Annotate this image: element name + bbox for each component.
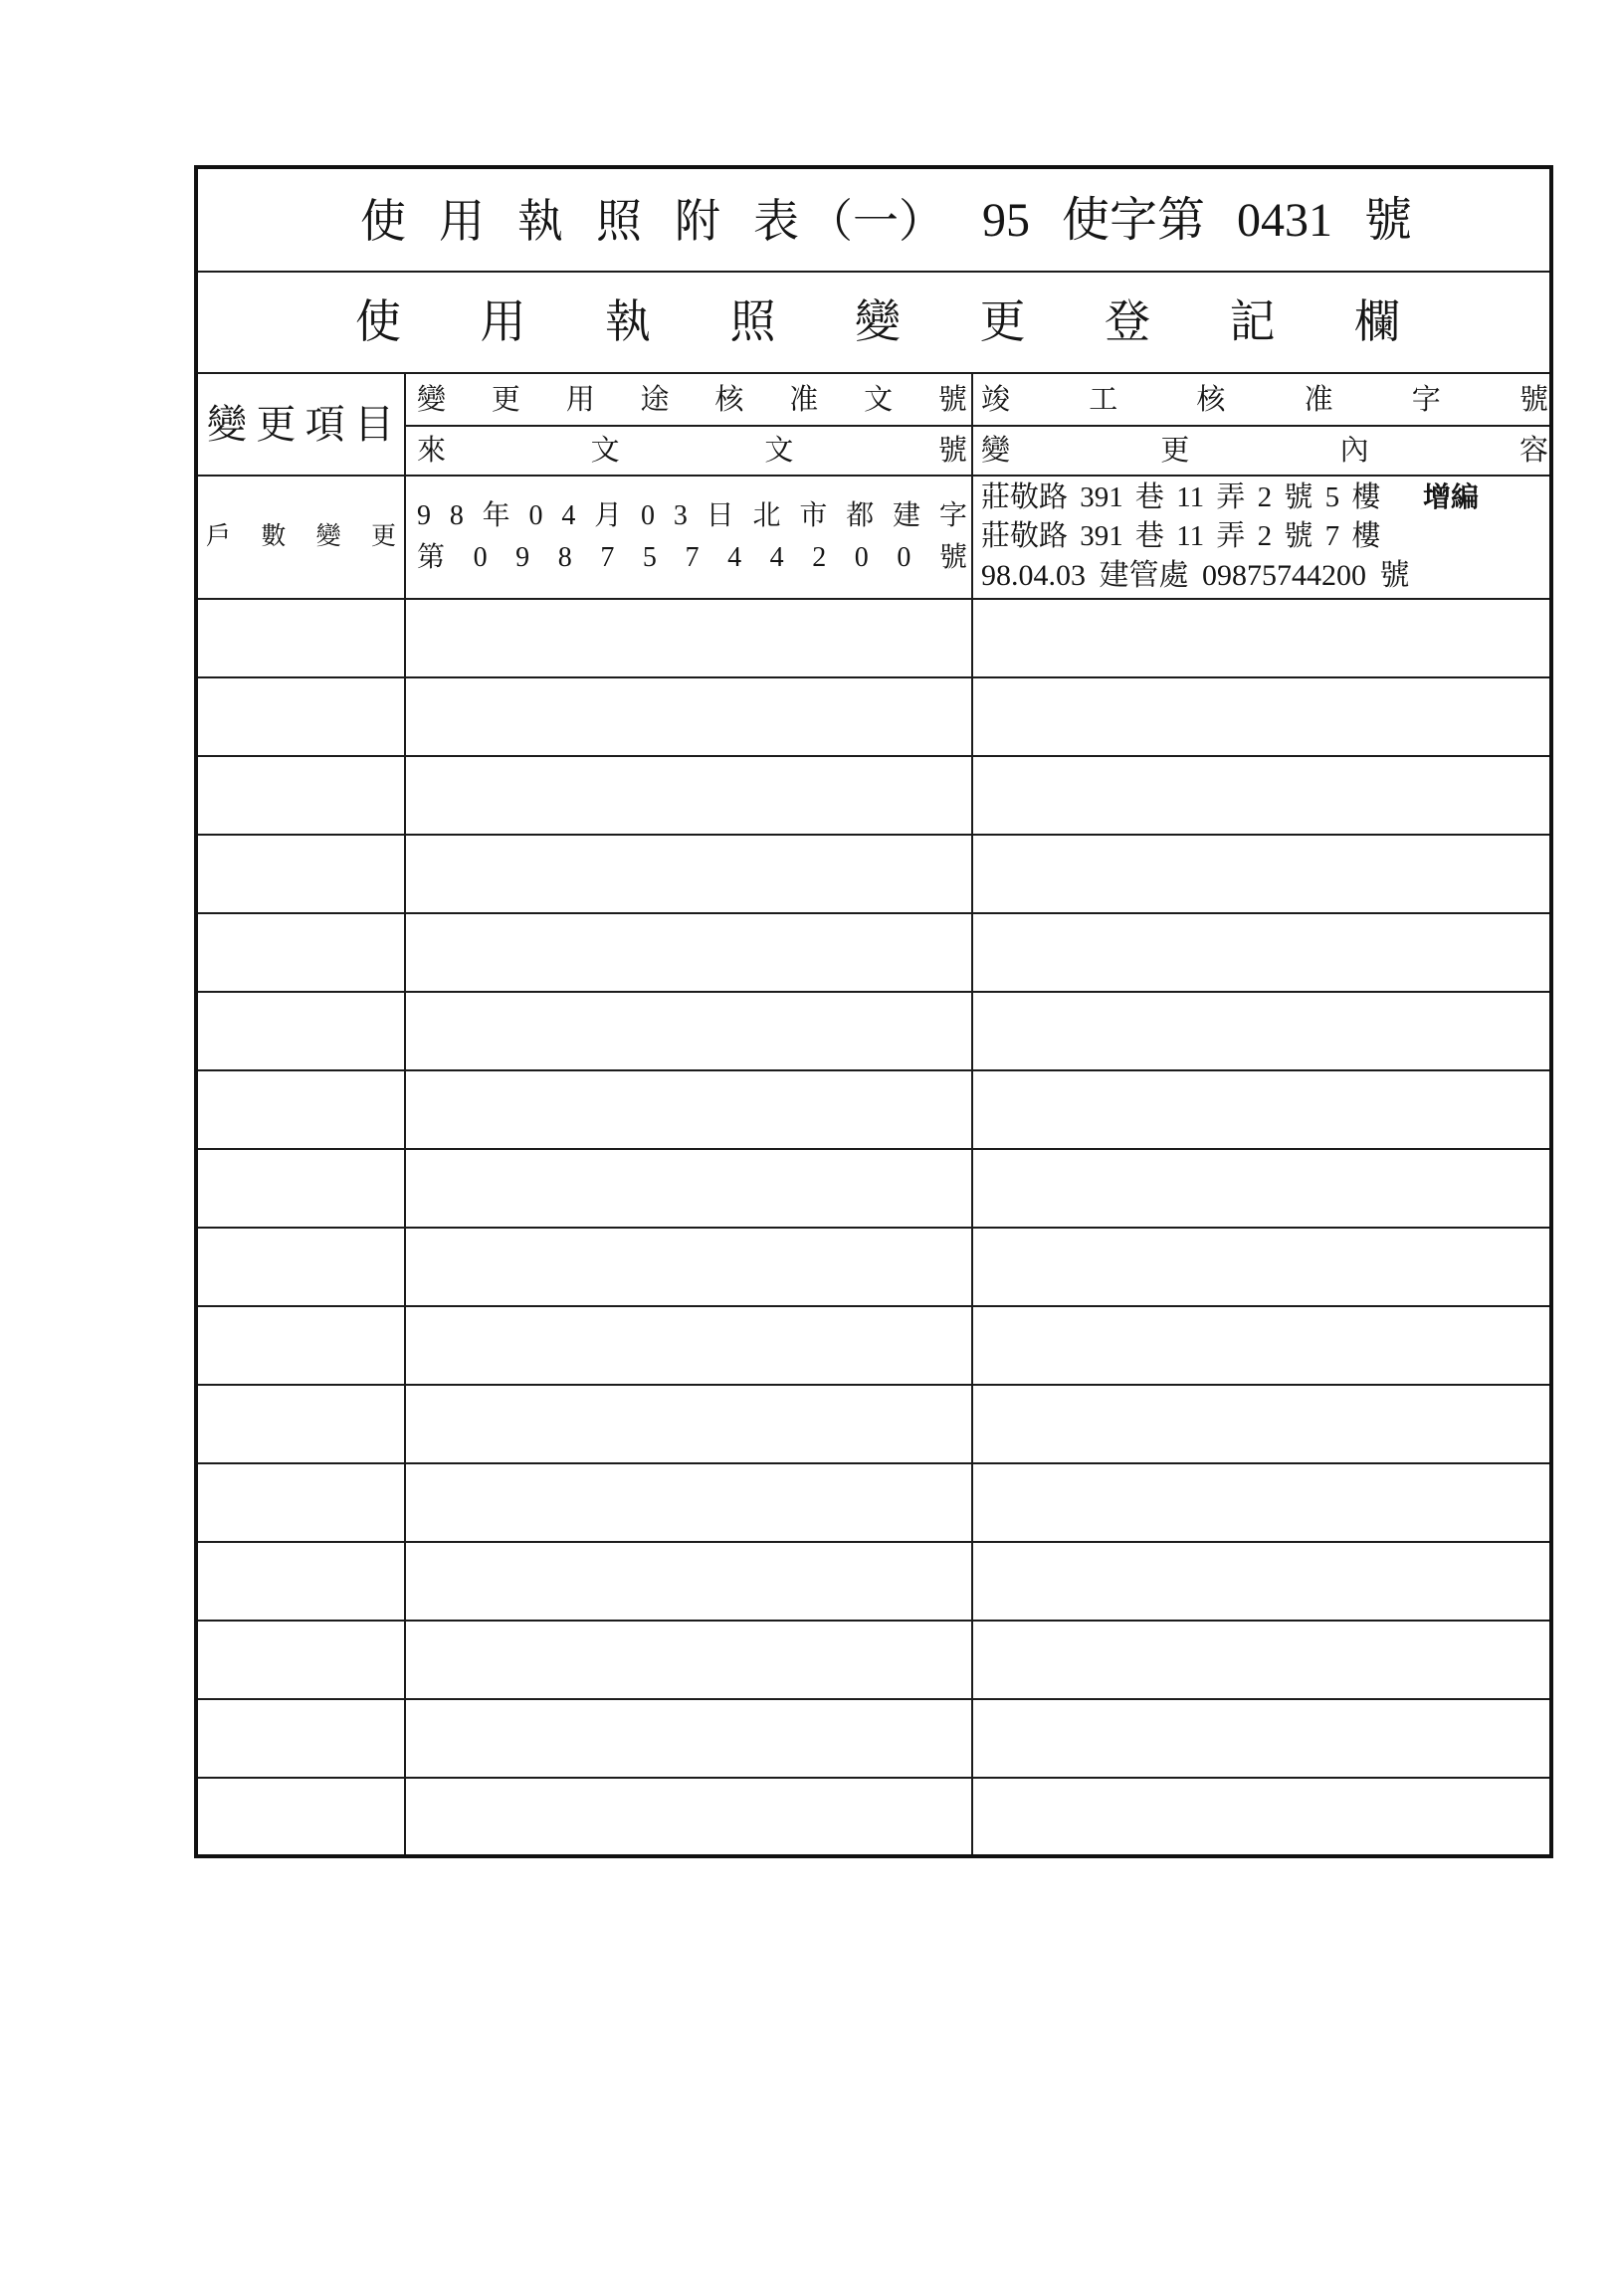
permit-change-register-table: [194, 165, 1553, 1858]
glyph: 變: [981, 435, 1011, 467]
blank-row: [196, 756, 1551, 835]
title-row: [196, 167, 1551, 272]
glyph: 日: [706, 500, 734, 531]
header-approval-no: [406, 382, 971, 418]
glyph: 工: [1089, 383, 1118, 416]
title-volume: （一）: [807, 195, 944, 247]
row-doc-line-2: [406, 537, 971, 579]
blank-row: [196, 1070, 1551, 1149]
glyph: 竣: [981, 383, 1011, 416]
header-item-cell: [196, 373, 405, 476]
blank-cell-content: [972, 599, 1551, 677]
glyph: 變: [855, 296, 901, 347]
glyph: 4: [727, 542, 742, 573]
blank-cell-item: [196, 1699, 405, 1778]
blank-cell-item: [196, 1149, 405, 1228]
glyph: 北: [752, 500, 781, 531]
blank-cell-doc: [405, 992, 972, 1070]
glyph: 都: [846, 500, 875, 531]
heading-row: [196, 272, 1551, 373]
blank-row: [196, 1699, 1551, 1778]
blank-cell-content: [972, 1306, 1551, 1385]
glyph: 變: [315, 523, 341, 550]
glyph: 更: [1160, 435, 1190, 467]
blank-cell-doc: [405, 677, 972, 756]
blank-cell-content: [972, 992, 1551, 1070]
glyph: 0: [854, 542, 869, 573]
blank-cell-item: [196, 1778, 405, 1856]
blank-cell-doc: [405, 1699, 972, 1778]
blank-cell-item: [196, 599, 405, 677]
permit-number: 95 使字第 0431 號: [982, 193, 1413, 247]
glyph: 3: [673, 500, 688, 531]
glyph: 變: [417, 383, 447, 416]
blank-cell-item: [196, 1463, 405, 1542]
blank-row: [196, 1463, 1551, 1542]
table-row: [196, 476, 1551, 599]
blank-cell-item: [196, 913, 405, 992]
blank-cell-doc: [405, 1306, 972, 1385]
glyph: 記: [1229, 296, 1276, 347]
glyph: 號: [938, 542, 967, 573]
blank-cell-content: [972, 1463, 1551, 1542]
header-incoming-cell: [405, 426, 972, 476]
glyph: 文: [764, 435, 794, 467]
header-approval-cell: [405, 373, 972, 426]
row-content-cell: [972, 476, 1551, 599]
blank-cell-doc: [405, 1778, 972, 1856]
glyph: 字: [1411, 383, 1441, 416]
blank-cell-item: [196, 1306, 405, 1385]
glyph: 目: [353, 401, 394, 447]
blank-cell-content: [972, 1699, 1551, 1778]
glyph: 0: [473, 542, 488, 573]
header-completion-no: [973, 382, 1549, 418]
header-content-cell: [972, 426, 1551, 476]
glyph: 0: [528, 500, 543, 531]
header-change-item: [198, 401, 404, 449]
register-heading: [198, 292, 1549, 352]
row-item-cell: [196, 476, 405, 599]
blank-row: [196, 1542, 1551, 1621]
blank-row: [196, 1306, 1551, 1385]
blank-cell-item: [196, 1385, 405, 1463]
blank-cell-item: [196, 756, 405, 835]
header-row-1: [196, 373, 1551, 426]
glyph: 更: [370, 523, 396, 550]
blank-cell-content: [972, 835, 1551, 913]
glyph: 執: [605, 296, 651, 347]
glyph: 號: [937, 383, 967, 416]
glyph: 文: [590, 435, 620, 467]
glyph: 准: [1304, 383, 1333, 416]
glyph: 變: [207, 401, 247, 447]
glyph: 登: [1105, 296, 1150, 347]
blank-cell-item: [196, 1542, 405, 1621]
glyph: 更: [979, 296, 1026, 347]
blank-cell-content: [972, 1149, 1551, 1228]
header-incoming-no: [406, 433, 971, 469]
glyph: 照: [729, 296, 776, 347]
blank-cell-doc: [405, 1228, 972, 1306]
blank-cell-item: [196, 835, 405, 913]
blank-cell-content: [972, 756, 1551, 835]
blank-cell-doc: [405, 835, 972, 913]
glyph: 2: [812, 542, 827, 573]
glyph: 來: [417, 435, 447, 467]
glyph: 7: [685, 542, 700, 573]
glyph: 4: [561, 500, 576, 531]
glyph: 號: [937, 435, 967, 467]
blank-cell-content: [972, 913, 1551, 992]
blank-row: [196, 835, 1551, 913]
glyph: 4: [769, 542, 784, 573]
glyph: 月: [594, 500, 623, 531]
blank-row: [196, 1228, 1551, 1306]
glyph: 字: [938, 500, 967, 531]
row-content-line-2: 莊敬路 391 巷 11 弄 2 號 7 樓: [981, 520, 1381, 552]
title-name: 使用執照附表: [360, 195, 832, 247]
glyph: 欄: [1354, 296, 1400, 347]
row-content: [973, 478, 1549, 596]
glyph: 項: [304, 401, 345, 447]
blank-cell-item: [196, 1228, 405, 1306]
blank-cell-item: [196, 677, 405, 756]
blank-row: [196, 677, 1551, 756]
blank-cell-item: [196, 992, 405, 1070]
blank-cell-doc: [405, 756, 972, 835]
blank-cell-doc: [405, 1070, 972, 1149]
row-change-item: [198, 520, 404, 554]
row-doc-line-1: [406, 495, 971, 537]
glyph: 0: [897, 542, 911, 573]
glyph: 9: [515, 542, 530, 573]
blank-cell-doc: [405, 1463, 972, 1542]
row-doc-cell: [405, 476, 972, 599]
glyph: 使: [355, 296, 401, 347]
header-change-content: [973, 433, 1549, 469]
blank-cell-item: [196, 1621, 405, 1699]
blank-cell-doc: [405, 1542, 972, 1621]
row-content-note: 增編: [1423, 482, 1480, 513]
title-cell: [196, 167, 1551, 272]
blank-cell-content: [972, 1070, 1551, 1149]
header-completion-cell: [972, 373, 1551, 426]
row-content-line-1: 莊敬路 391 巷 11 弄 2 號 5 樓: [981, 481, 1381, 513]
glyph: 號: [1518, 383, 1548, 416]
glyph: 第: [417, 542, 446, 573]
blank-row: [196, 913, 1551, 992]
glyph: 0: [641, 500, 655, 531]
glyph: 容: [1518, 435, 1548, 467]
blank-cell-content: [972, 677, 1551, 756]
blank-cell-doc: [405, 1149, 972, 1228]
blank-cell-doc: [405, 1385, 972, 1463]
glyph: 文: [864, 383, 894, 416]
glyph: 建: [893, 500, 921, 531]
glyph: 年: [482, 500, 510, 531]
blank-row: [196, 1149, 1551, 1228]
glyph: 9: [417, 500, 431, 531]
blank-cell-doc: [405, 913, 972, 992]
blank-row: [196, 1385, 1551, 1463]
glyph: 市: [799, 500, 828, 531]
glyph: 途: [640, 383, 670, 416]
blank-cell-content: [972, 1385, 1551, 1463]
blank-row: [196, 1778, 1551, 1856]
glyph: 用: [565, 383, 595, 416]
blank-cell-doc: [405, 599, 972, 677]
glyph: 更: [256, 401, 297, 447]
glyph: 內: [1339, 435, 1369, 467]
blank-cell-item: [196, 1070, 405, 1149]
glyph: 5: [642, 542, 657, 573]
glyph: 用: [480, 296, 526, 347]
glyph: 更: [491, 383, 520, 416]
glyph: 8: [557, 542, 572, 573]
blank-cell-content: [972, 1621, 1551, 1699]
glyph: 核: [1196, 383, 1226, 416]
heading-cell: [196, 272, 1551, 373]
glyph: 7: [600, 542, 615, 573]
glyph: 戶: [206, 523, 232, 550]
glyph: 數: [261, 523, 287, 550]
blank-row: [196, 1621, 1551, 1699]
blank-cell-content: [972, 1228, 1551, 1306]
blank-cell-content: [972, 1542, 1551, 1621]
row-content-line-3: 98.04.03 建管處 09875744200 號: [981, 559, 1410, 592]
blank-cell-doc: [405, 1621, 972, 1699]
permit-title: [198, 170, 1549, 271]
glyph: 核: [714, 383, 744, 416]
blank-row: [196, 992, 1551, 1070]
glyph: 准: [789, 383, 819, 416]
blank-cell-content: [972, 1778, 1551, 1856]
blank-row: [196, 599, 1551, 677]
glyph: 8: [449, 500, 464, 531]
